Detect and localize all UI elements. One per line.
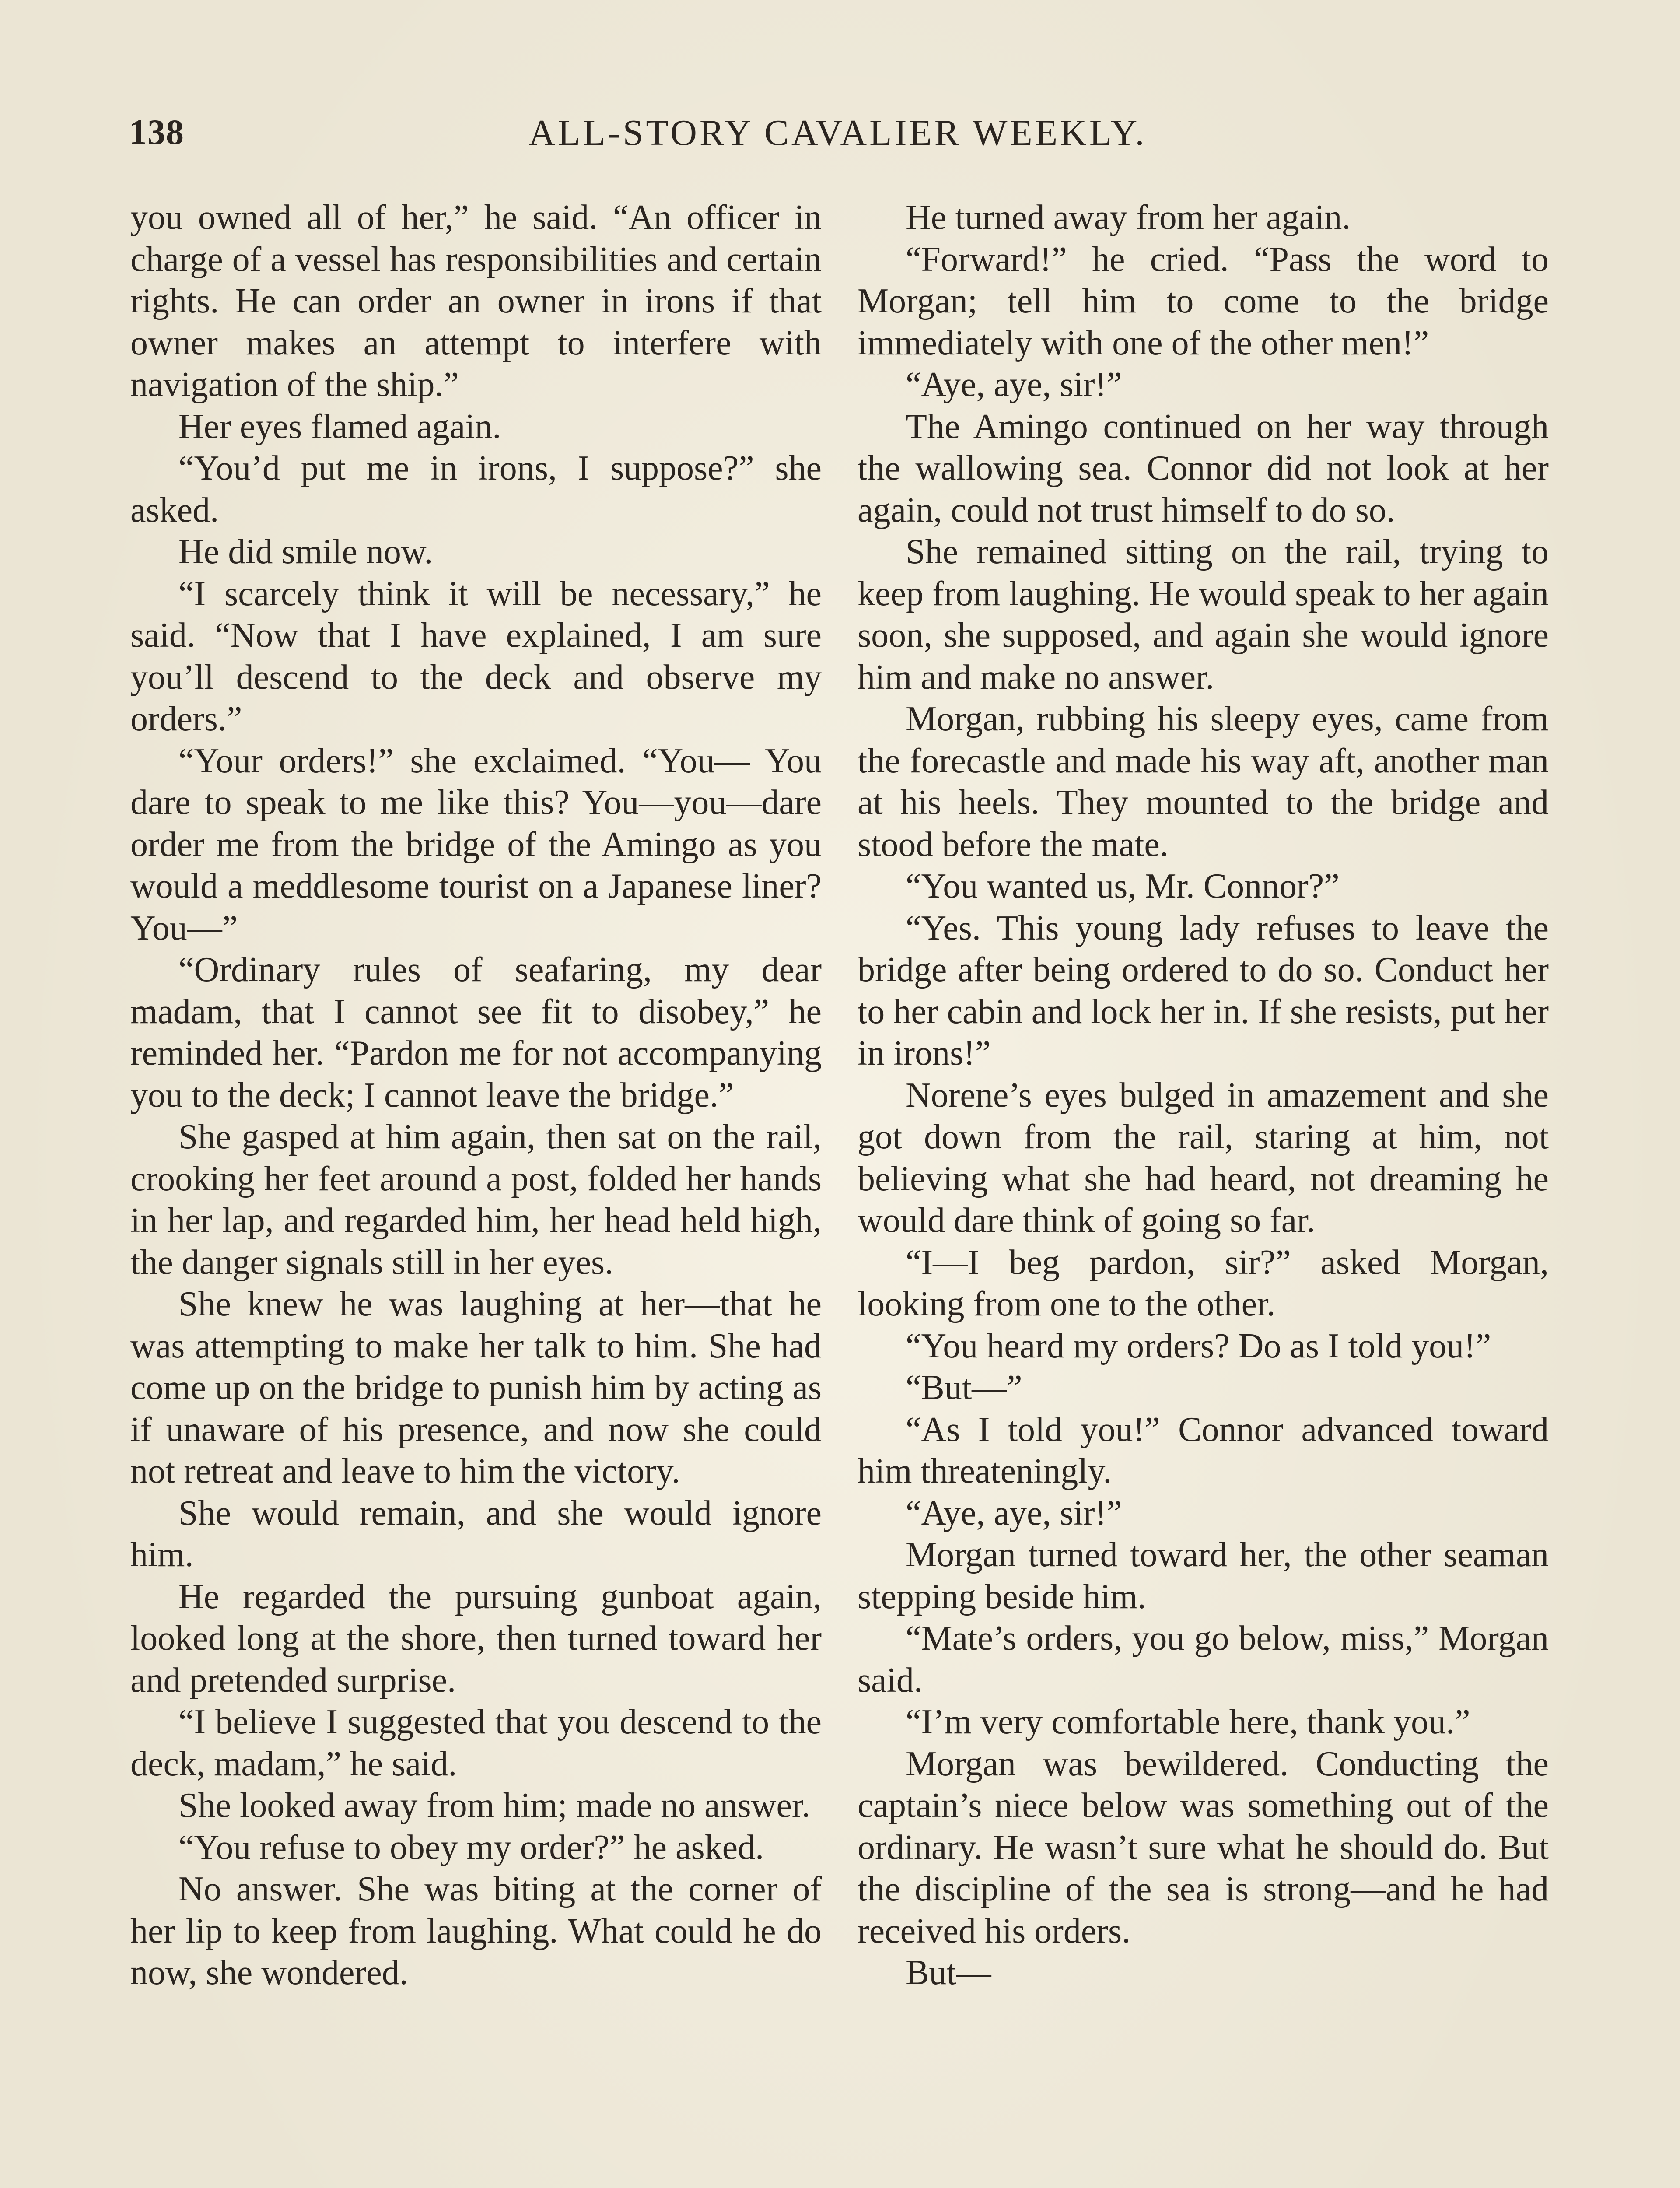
paragraph: “You heard my orders? Do as I told you!” bbox=[906, 1326, 1491, 1365]
paragraph: Morgan, rubbing his sleepy eyes, came from the forecastle and made his way aft, another man at his heels. They mounted to the bridge and stood before the mate. bbox=[858, 700, 1549, 864]
paragraph: “You refuse to obey my order?” he asked. bbox=[178, 1828, 764, 1867]
paragraph: But— bbox=[906, 1953, 991, 1992]
running-title: ALL-STORY CAVALIER WEEKLY. bbox=[528, 112, 1147, 153]
paragraph: “But—” bbox=[906, 1368, 1022, 1407]
paragraph: Her eyes flamed again. bbox=[178, 407, 501, 446]
paragraph: “Aye, aye, sir!” bbox=[906, 365, 1122, 404]
paragraph: He did smile now. bbox=[178, 533, 433, 571]
page-number: 138 bbox=[129, 112, 184, 152]
paragraph: “Your orders!” she exclaimed. “You— You dare to speak to me like this? You—you—dare order me from the bridge of the Amingo as you would a meddlesome tourist on a Japanese liner? You—” bbox=[130, 741, 822, 947]
paragraph: “I—I beg pardon, sir?” asked Morgan, looking from one to the other. bbox=[858, 1243, 1549, 1323]
paragraph: “I believe I suggested that you descend to the deck, madam,” he said. bbox=[130, 1703, 822, 1783]
paragraph: “I scarcely think it will be necessary,” he said. “Now that I have explained, I am sure you’ll descend to the deck and observe my orders.” bbox=[130, 574, 822, 738]
paragraph: She gasped at him again, then sat on the rail, crooking her feet around a post, folded her hands in her lap, and regarded him, her head held high, the danger signals still in her eyes. bbox=[130, 1118, 822, 1282]
paragraph: Norene’s eyes bulged in amazement and she got down from the rail, staring at him, not believing what she had heard, not dreaming he would dare think of going so far. bbox=[858, 1076, 1549, 1240]
paragraph: Morgan was bewildered. Conducting the captain’s niece below was something out of the ordinary. He wasn’t sure what he should do. But the discipline of the sea is strong—and he had received his orders. bbox=[858, 1744, 1549, 1950]
paragraph: “Forward!” he cried. “Pass the word to Morgan; tell him to come to the bridge immediately with one of the other men!” bbox=[858, 240, 1549, 362]
paragraph: Morgan turned toward her, the other seaman stepping beside him. bbox=[858, 1536, 1549, 1616]
paragraph: She would remain, and she would ignore him. bbox=[130, 1494, 822, 1574]
paragraph: “Aye, aye, sir!” bbox=[906, 1494, 1122, 1532]
paragraph: She remained sitting on the rail, trying to keep from laughing. He would speak to her again soon, she supposed, and again she would ignore him and make no answer. bbox=[858, 533, 1549, 697]
paragraph: She knew he was laughing at her—that he was attempting to make her talk to him. She had come up on the bridge to punish him by acting as if unaware of his presence, and now she could not retreat and leave to him the victory. bbox=[130, 1285, 822, 1490]
paragraph: He regarded the pursuing gunboat again, looked long at the shore, then turned toward her and pretended surprise. bbox=[130, 1577, 822, 1700]
paragraph: you owned all of her,” he said. “An officer in charge of a vessel has responsibilities and certain rights. He can order an owner in irons if that owner makes an attempt to interfere with navigation of the ship.” bbox=[130, 198, 822, 404]
paragraph: The Amingo continued on her way through the wallowing sea. Connor did not look at her again, could not trust himself to do so. bbox=[858, 407, 1549, 529]
paragraph: “You wanted us, Mr. Connor?” bbox=[906, 867, 1340, 905]
page-header bbox=[129, 112, 1547, 160]
paragraph: “I’m very comfortable here, thank you.” bbox=[906, 1703, 1470, 1741]
paragraph: “Ordinary rules of seafaring, my dear madam, that I cannot see fit to disobey,” he reminded her. “Pardon me for not accompanying you to the deck; I cannot leave the bridge.” bbox=[130, 950, 822, 1115]
paragraph: She looked away from him; made no answer. bbox=[178, 1786, 811, 1825]
left-column bbox=[130, 197, 822, 1994]
paragraph: He turned away from her again. bbox=[906, 198, 1351, 237]
paragraph: No answer. She was biting at the corner of her lip to keep from laughing. What could he do now, she wondered. bbox=[130, 1870, 822, 1992]
right-column bbox=[858, 197, 1549, 1994]
paragraph: “As I told you!” Connor advanced toward him threateningly. bbox=[858, 1410, 1549, 1490]
paragraph: “Mate’s orders, you go below, miss,” Morgan said. bbox=[858, 1619, 1549, 1700]
paragraph: “Yes. This young lady refuses to leave the bridge after being ordered to do so. Conduct her to her cabin and lock her in. If she resists, put her in irons!” bbox=[858, 908, 1549, 1073]
paragraph: “You’d put me in irons, I suppose?” she asked. bbox=[130, 449, 822, 529]
